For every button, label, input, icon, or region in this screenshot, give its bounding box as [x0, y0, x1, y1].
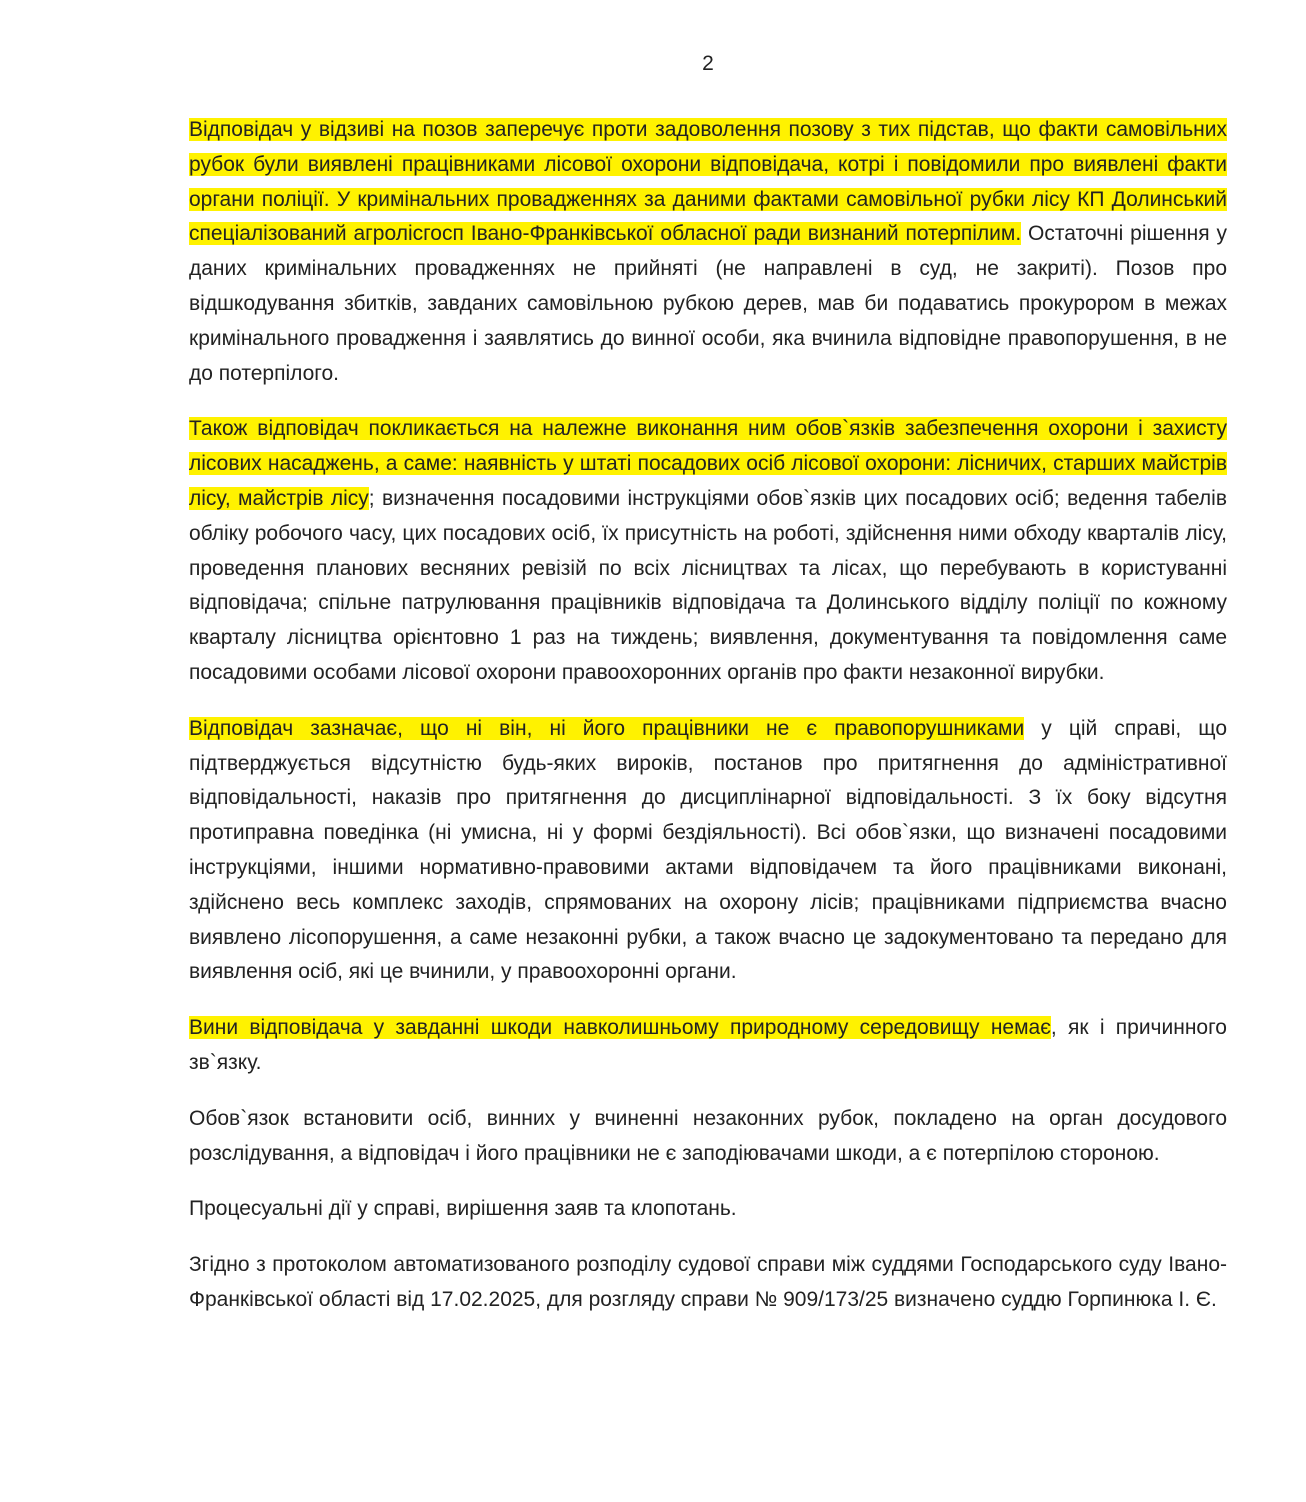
paragraph-not-offenders	[189, 712, 1227, 990]
highlighted-text: Також відповідач покликається на належне виконання ним обов`язків забезпечення охорони і захисту лісових насаджень, а саме: наявність у штаті посадових осіб лісової охорони: лісничих, старших майстрів лісу, майстрів лісу	[189, 417, 1227, 510]
paragraph-text: Остаточні рішення у даних кримінальних провадженнях не прийняті (не направлені в суд, не закриті). Позов про відшкодування збитків, завданих самовільною рубкою дерев, мав би подаватись прокурором в межах кримінального провадження і заявлятись до винної особи, яка вчинила відповідне правопорушення, в не до потерпілого.	[189, 222, 1227, 385]
page-number: 2	[702, 52, 714, 75]
paragraph-procedural-heading	[189, 1192, 1227, 1227]
paragraph-text: Процесуальні дії у справі, вирішення заяв та клопотань.	[189, 1197, 737, 1221]
paragraph-text: Обов`язок встановити осіб, винних у вчиненні незаконних рубок, покладено на орган досудового розслідування, а відповідач і його працівники не є заподіювачами шкоди, а є потерпілою стороною.	[189, 1106, 1227, 1165]
highlighted-text: Вини відповідача у завданні шкоди навколишньому природному середовищу немає	[189, 1016, 1051, 1040]
paragraph-text: у цій справі, що підтверджується відсутністю будь-яких вироків, постанов про притягнення до адміністративної відповідальності, наказів про притягнення до дисциплінарної відповідальності. З їх боку відсутня протиправна поведінка (ні умисна, ні у формі бездіяльності). Всі обов`язки, що визначені посадовими інструкціями, іншими нормативно-правовими актами відповідачем та його працівниками виконані, здійснено весь комплекс заходів, спрямованих на охорону лісів; працівниками підприємства вчасно виявлено лісопорушення, а саме незаконні рубки, а також вчасно це задокументовано та передано для виявлення осіб, які це вчинили, у правоохоронні органи.	[189, 716, 1227, 984]
paragraph-investigation-duty	[189, 1102, 1227, 1172]
paragraph-forest-protection	[189, 412, 1227, 690]
paragraph-text: Згідно з протоколом автоматизованого розподілу судової справи між суддями Господарського суду Івано-Франківської області від 17.02.2025, для розгляду справи № 909/173/25 визначено суддю Горпинюка І. Є.	[189, 1253, 1227, 1311]
paragraph-text: , як і причинного зв`язку.	[189, 1016, 1227, 1074]
paragraph-text: ; визначення посадовими інструкціями обов`язків цих посадових осіб; ведення табелів обліку робочого часу, цих посадових осіб, їх присутність на роботі, здійснення ними обходу кварталів лісу, проведення планових весняних ревізій по всіх лісництвах та лісах, що перебувають в користуванні відповідача; спільне патрулювання працівників відповідача та Долинського відділу поліції по кожному кварталу лісництва орієнтовно 1 раз на тиждень; виявлення, документування та повідомлення саме посадовими особами лісової охорони правоохоронних органів про факти незаконної вирубки.	[189, 486, 1227, 684]
paragraph-no-guilt	[189, 1011, 1227, 1081]
paragraph-judge-assignment	[189, 1248, 1227, 1318]
paragraph-defendant-response	[189, 113, 1227, 391]
document-body	[189, 113, 1227, 1318]
highlighted-text: Відповідач зазначає, що ні він, ні його працівники не є правопорушниками	[189, 716, 1025, 740]
highlighted-text: Відповідач у відзиві на позов заперечує проти задоволення позову з тих підстав, що факти самовільних рубок були виявлені працівниками лісової охорони відповідача, котрі і повідомили про виявлені факти органи поліції. У кримінальних провадженнях за даними фактами самовільної рубки лісу КП Долинський спеціалізований агролісгосп Івано-Франківської обласної ради визнаний потерпілим.	[189, 118, 1227, 246]
